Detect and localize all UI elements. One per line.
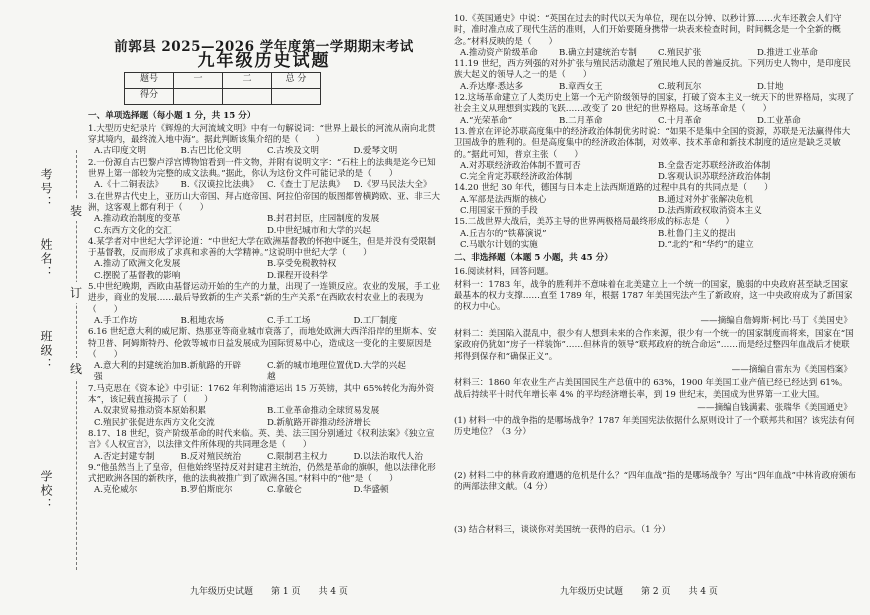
- answer-option: B.反对殖民统治: [180, 451, 242, 462]
- answer-option: A.否定封建专制: [94, 451, 155, 462]
- question-stem: [454, 217, 856, 228]
- answer-bracket[interactable]: （ ）: [548, 149, 584, 160]
- question-stem: 16.阅读材料，回答问题。: [454, 266, 554, 277]
- answer-option: B.租地农场: [180, 315, 224, 326]
- answer-option: A.推动了欧洲文化发展: [94, 259, 181, 270]
- answer-bracket[interactable]: （ ）: [178, 395, 213, 406]
- right-column: [454, 14, 856, 539]
- option-group: [94, 146, 440, 157]
- option-group: [460, 82, 856, 93]
- answer-option: A.军部是法西斯的核心: [460, 194, 547, 205]
- answer-option: D.甘地: [757, 81, 784, 92]
- answer-option: C.新的城市地理位置优越: [267, 361, 354, 383]
- answer-option: C.手工工场: [267, 315, 311, 326]
- answer-option: B.确立封建统治专制: [559, 47, 637, 58]
- score-cell: 得分: [125, 88, 174, 104]
- answer-option: B.二月革命: [559, 115, 603, 126]
- question-stem: [454, 127, 856, 161]
- score-cell: 二: [223, 72, 272, 88]
- binding-mark-xian: 线: [70, 358, 82, 379]
- section-heading: 一、单项选择题（每小题 1 分，共 15 分）: [88, 110, 256, 121]
- answer-option: D.中世纪城市和大学的兴起: [267, 225, 371, 236]
- answer-option: B.封君封臣，庄园制度的发展: [267, 214, 380, 225]
- material-source: ——摘编自钱满素、张瑞华《美国通史》: [697, 402, 852, 413]
- question-list: [88, 124, 440, 497]
- answer-option: B.工业革命推动全球贸易发展: [267, 406, 380, 417]
- class-label: 班级：: [39, 330, 53, 372]
- option-group: [94, 180, 440, 191]
- question-stem: [88, 124, 440, 147]
- answer-bracket[interactable]: （ ）: [88, 304, 123, 315]
- answer-option: A.《十二铜表法》: [94, 180, 164, 191]
- question-text: 11.19 世纪，西方列强的对外扩张与殖民活动激起了殖民地人民的普遍反抗。下列历史人物中，是印度民族大起义的领导人之一的是: [454, 59, 851, 81]
- answer-option: D.工业革命: [757, 115, 801, 126]
- answer-option: A.克伦威尔: [94, 485, 138, 496]
- question-stem: [454, 93, 856, 116]
- binding-gutter: [0, 0, 84, 615]
- answer-option: D.推进工业革命: [757, 47, 818, 58]
- question-text: 14.20 世纪 30 年代，德国与日本走上法西斯道路的过程中具有的共同点是: [454, 183, 739, 194]
- answer-option: A.“光荣革命”: [460, 115, 513, 126]
- exam-number-label: 考号：: [39, 168, 53, 210]
- score-input[interactable]: [272, 88, 321, 104]
- material-two: 材料二：美国陷入混乱中，很少有人想到未来的合作来源，很少有一个统一的国家制度而将来，国家在“国家政府仍犹如“房子一样装饰”……但林肯的领导“联邦政府的统合命运”……而是经过整四年血战后才使联邦得到保存和“确保正义”。: [454, 329, 854, 362]
- question-text: 12.这场革命建立了人类历史上第一个无产阶级领导的国家，打破了资本主义一统天下的世界格局，实现了社会主义从理想到实践的飞跃……改变了 20 世纪的世界格局。这场革命是: [454, 93, 855, 115]
- sub-question-1: (1) 材料一中的战争指的是哪场战争？1787 年美国宪法依据什么原则设计了一个联邦共和国？该宪法有何历史地位？（3 分）: [454, 416, 855, 438]
- question-text: 1.大型历史纪录片《辉煌的大河流域文明》中有一句解说词：“世界上最长的河流从南向北贯穿其境内，最终流入地中海”。据此判断该集介绍的是: [88, 123, 436, 146]
- school-label: 学校：: [39, 470, 53, 512]
- answer-option: C.《查士丁尼法典》: [267, 180, 345, 191]
- binding-mark-zhuang: 装: [70, 200, 82, 221]
- question-text: 6.16 世纪意大利的威尼斯、热那亚等商业城市衰落了，而地处欧洲大西洋沿岸的里斯本、安特卫普、阿姆斯特丹、伦敦等城市日益发展成为国际贸易中心，造成这一变化的主要原因是: [88, 327, 437, 349]
- answer-option: C.古埃及文明: [267, 146, 319, 157]
- answer-option: C.殖民扩张: [658, 47, 702, 58]
- question-list: [454, 14, 856, 251]
- material-source: ——摘编自雷东为《美国档案》: [731, 364, 852, 375]
- answer-option: A.奴隶贸易推动资本原始积累: [94, 406, 207, 417]
- answer-option: A.古印度文明: [94, 146, 146, 157]
- answer-option: D.华盛顿: [353, 485, 389, 496]
- question-text: 8.17、18 世纪，资产阶级革命的时代来临。英、美、法三国分别通过《权利法案》《独立宣言》《人权宣言》，以法律文件所体现的共同理念是: [88, 428, 435, 451]
- answer-option: D.工厂制度: [353, 315, 398, 326]
- exam-subtitle: 九年级历史试题: [197, 51, 331, 72]
- answer-option: B.章西女王: [559, 81, 603, 92]
- answer-option: C.东西方文化的交汇: [94, 225, 172, 236]
- answer-option: A.丘吉尔的“铁幕演说”: [460, 228, 547, 239]
- answer-space[interactable]: [454, 441, 856, 469]
- option-group: [94, 485, 440, 496]
- material-one: 材料一：1783 年，战争的胜利并不意味着在北美建立上一个统一的国家，脆弱的中央政府甚至缺乏国家最基本的权力支撑……直至 1789 年，根据 1787 年美国宪法产生了新政府，这一中央政府成为了新国家的权力中心。: [454, 279, 853, 313]
- answer-option: C.拿破仑: [267, 485, 302, 496]
- answer-option: C.玻利瓦尔: [658, 81, 702, 92]
- answer-bracket[interactable]: （ ）: [363, 474, 398, 485]
- question-text: 9.“他虽然当上了皇帝，但他始终坚持反对封建君主统治，仍然是革命的旗帜，他以法律化形式把欧洲各国的新秩序，他的法典被推广到了欧洲各国。”材料中的“他”是: [88, 462, 436, 485]
- name-label: 姓名：: [39, 238, 53, 280]
- option-group: [94, 406, 440, 429]
- answer-option: C.十月革命: [658, 115, 702, 126]
- option-group: [94, 361, 440, 384]
- answer-option: B.享受免税教特权: [267, 259, 337, 270]
- question-text: 5.中世纪晚期，西欧由基督运动开始的生产的力量，出现了一连锁反应。农业的发展，手工业进步，商业的发展……最后导致新的生产关系“新的生产关系”在西欧农村农业上的表现为: [88, 282, 440, 304]
- answer-option: A.推动资产阶级革命: [460, 47, 538, 58]
- question-stem: [88, 192, 440, 215]
- answer-option: D.“北约”和“华约”的建立: [658, 239, 754, 250]
- answer-option: B.新航路的开辟: [180, 361, 242, 372]
- answer-option: C.殖民扩张促进东西方文化交流: [94, 417, 215, 428]
- question-text: 10.《英国通史》中说：“英国在过去的时代以天为单位，现在以分钟、以秒计算……火车还教会人们守时，准时准点成了现代生活的准则，人们开始要随身携带一块表来检查时间，时间概念是一个全新的概念。”材料反映的是: [454, 14, 842, 47]
- answer-bracket[interactable]: （ ）: [290, 135, 325, 146]
- answer-option: B.全盘否定苏联经济政治体制: [658, 160, 771, 171]
- sub-question-2: (2) 材料二中的林肯政府遭遇的危机是什么？“四年血战”指的是哪场战争？写出“四年血战”中林肯政府颁布的两部法律文献。（4 分）: [454, 470, 857, 492]
- question-stem: [88, 158, 440, 181]
- footer-left: 九年级历史试题 第 1 页 共 4 页: [190, 587, 348, 597]
- question-stem: [454, 59, 856, 82]
- score-cell: 总 分: [272, 72, 321, 88]
- question-stem: [88, 282, 440, 316]
- option-group: [460, 195, 856, 218]
- score-cell: 题号: [125, 72, 174, 88]
- answer-option: B.通过对外扩张解决危机: [658, 194, 753, 205]
- score-table: [124, 72, 321, 105]
- binding-mark-ding: 订: [70, 282, 82, 303]
- option-group: [460, 116, 856, 127]
- answer-option: C.摆脱了基督教的影响: [94, 270, 181, 281]
- answer-space[interactable]: [454, 495, 856, 523]
- question-text: 7.马克思在《资本论》中引证：1762 年利物浦港运出 15 万英镑，其中 65%转化为海外资本”，该记载直接揭示了: [88, 383, 435, 406]
- section-heading: 二、非选择题（本题 5 小题，共 45 分）: [454, 253, 613, 264]
- option-group: [94, 316, 440, 327]
- question-stem: [88, 237, 440, 260]
- answer-bracket[interactable]: （ ）: [557, 70, 592, 81]
- answer-option: C.完全肯定苏联经济政治体制: [460, 172, 573, 183]
- answer-option: B.《汉谟拉比法典》: [180, 180, 259, 191]
- score-cell: 一: [174, 72, 223, 88]
- score-input[interactable]: [223, 88, 272, 104]
- question-text: 15.二战世界大战后，美苏主导的世界两极格局最终形成的标志是: [454, 217, 700, 228]
- question-text: 4.某学者对中世纪大学评论道：“中世纪大学在欧洲基督教的怀抱中诞生，但是并没有受限制于基督教，反而形成了求真和求善的大学精神。”这说明中世纪大学: [88, 236, 436, 259]
- question-stem: [88, 327, 440, 361]
- answer-option: B.古巴比伦文明: [180, 146, 242, 157]
- answer-option: D.客观认识苏联经济政治体制: [658, 172, 771, 183]
- answer-bracket[interactable]: （ ）: [699, 217, 735, 228]
- answer-option: C.马歇尔计划的实施: [460, 239, 538, 250]
- question-stem: [454, 14, 856, 48]
- answer-option: D.以法治取代人治: [353, 451, 423, 462]
- option-group: [94, 214, 440, 237]
- answer-option: A.手工作坊: [94, 315, 138, 326]
- option-group: [94, 452, 440, 463]
- answer-option: D.新航路开辟推动经济增长: [267, 417, 371, 428]
- answer-bracket[interactable]: （ ）: [88, 349, 123, 360]
- option-group: [460, 161, 856, 184]
- answer-bracket[interactable]: （ ）: [277, 440, 312, 451]
- answer-bracket[interactable]: （ ）: [736, 104, 772, 115]
- question-stem: [454, 183, 856, 194]
- option-group: [460, 48, 856, 59]
- answer-option: D.课程开设科学: [267, 270, 328, 281]
- material-source: ——摘编自詹姆斯·柯比·马丁《美国史》: [700, 315, 852, 326]
- question-text: 13.普京在评论苏联高度集中的经济政治体制优劣时说：“如果不是集中全国的资源，苏联是无法赢得伟大卫国战争的胜利的。但是高度集中的经济政治体制，对效率、技术革命和新技术制度的适应是缺乏灵敏的。”据此可知，普京主张: [454, 126, 851, 160]
- score-input[interactable]: [174, 88, 223, 104]
- answer-bracket[interactable]: （ ）: [363, 169, 398, 180]
- answer-bracket[interactable]: （ ）: [738, 183, 773, 194]
- answer-option: A.乔达摩·悉达多: [460, 81, 524, 92]
- answer-bracket[interactable]: （ ）: [522, 36, 558, 47]
- option-group: [460, 229, 856, 252]
- answer-option: A.推动政治制度的变革: [94, 214, 181, 225]
- answer-option: B.罗伯斯庇尔: [180, 485, 233, 496]
- question-stem: [88, 384, 440, 407]
- answer-option: A.意大利的封建统治加强: [94, 361, 181, 383]
- left-column: [88, 14, 440, 497]
- answer-option: C.用国家干预的手段: [460, 206, 538, 217]
- answer-option: C.限制君主权力: [267, 451, 328, 462]
- footer-right: 九年级历史试题 第 2 页 共 4 页: [560, 587, 718, 597]
- answer-option: A.对苏联经济政治体制不置可否: [460, 160, 581, 171]
- question-text: 3.在世界古代史上，亚历山大帝国、拜占庭帝国、阿拉伯帝国的版图都曾横跨欧、亚、非三大洲，这客观上都有利于: [88, 191, 440, 213]
- answer-option: D.大学的兴起: [353, 361, 406, 372]
- answer-bracket[interactable]: （ ）: [173, 202, 209, 213]
- answer-bracket[interactable]: （ ）: [337, 248, 372, 259]
- answer-option: D.《罗马民法大全》: [353, 180, 432, 191]
- material-three: 材料三：1860 年农业生产占美国国民生产总值中的 63%，1900 年美国工业产值已经已经达到 61%。战后持续平十时代年增长率 4% 的平均经济增长率，到 19 世纪末，美国成为世界第一工业大国。: [454, 378, 848, 400]
- answer-option: D.爱琴文明: [353, 146, 398, 157]
- sub-question-3: (3) 结合材料三，谈谈你对美国统一获得的启示。（1 分）: [454, 525, 671, 536]
- exam-title: 前郭县 2025—2026 学年度第一学期期末考试: [114, 39, 414, 55]
- question-stem: [88, 429, 440, 452]
- question-text: 2.一份源自古巴黎卢浮宫博物馆看到一件文物，并附有说明文字：“石柱上的法典是迄今已知世界上第一部较为完整的成文法典。”据此，你认为这份文件可能记录的是: [88, 157, 436, 180]
- question-stem: [88, 463, 440, 486]
- option-group: [94, 259, 440, 282]
- answer-option: D.法西斯政权取消资本主义: [658, 206, 762, 217]
- answer-option: B.杜鲁门主义的提出: [658, 228, 736, 239]
